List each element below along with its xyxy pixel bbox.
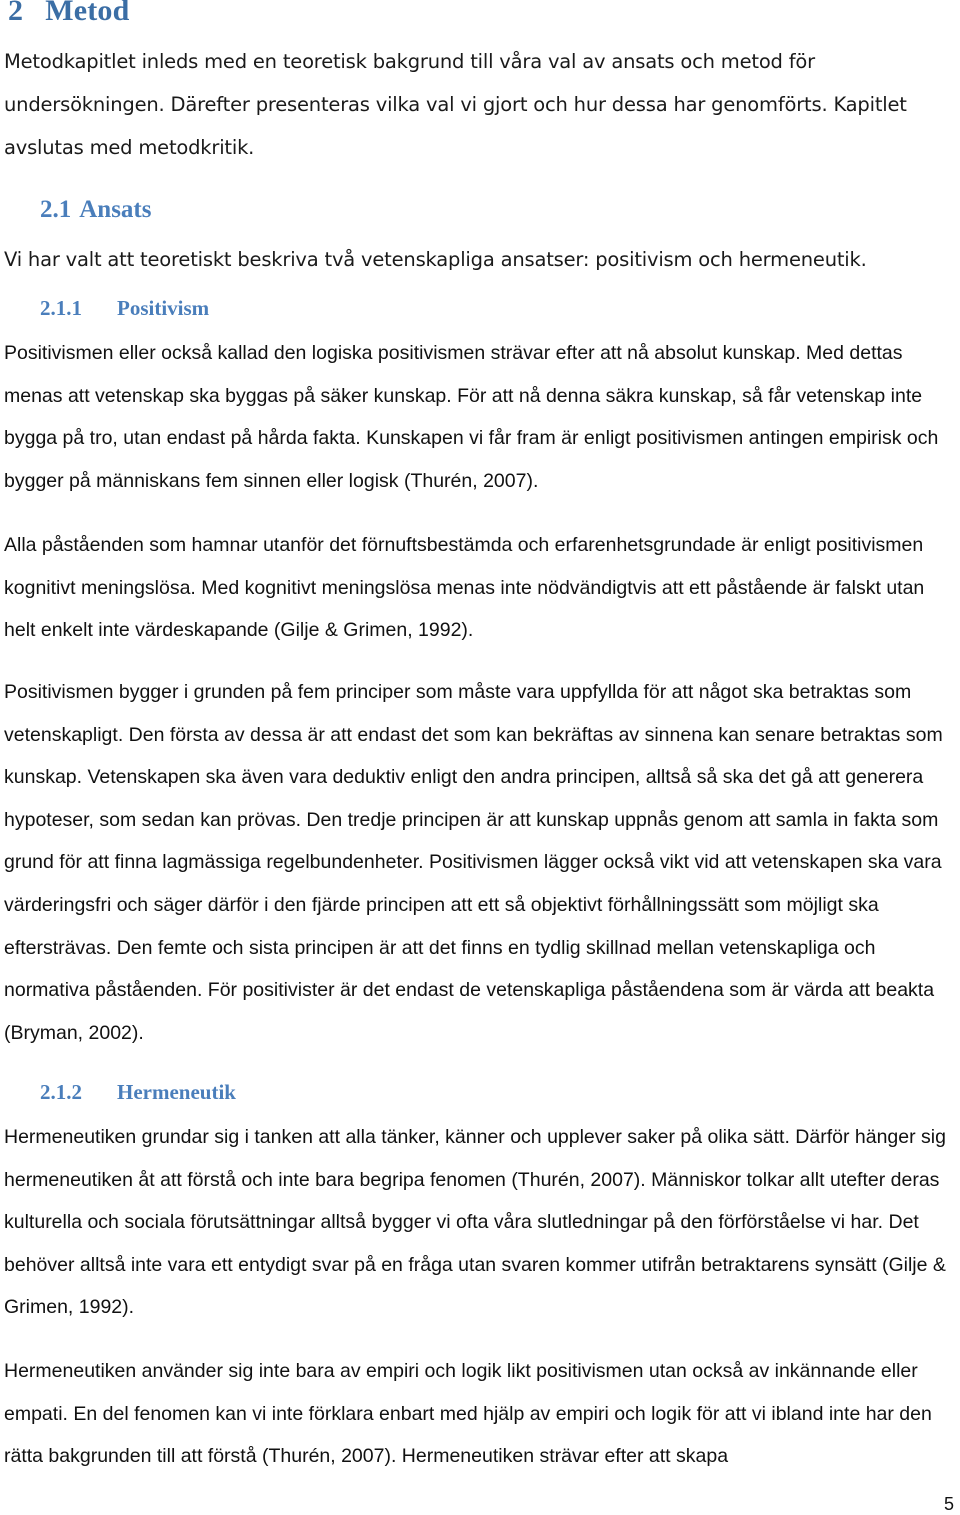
section-number: 2.1 xyxy=(40,196,72,223)
positivism-paragraph-2: Alla påståenden som hamnar utanför det förnuftsbestämda och erfarenhetsgrundade är enligt positivismen kognitivt meningslösa. Med kognitivt meningslösa menas inte nödvändigtvis att ett påstående är falskt utan helt enkelt inte värdeskapande (Gilje & Grimen, 1992). xyxy=(4,534,925,642)
subsection-title: Hermeneutik xyxy=(117,1080,236,1104)
ansats-paragraph: Vi har valt att teoretiskt beskriva två vetenskapliga ansatser: positivism och hermeneutik. xyxy=(4,248,867,271)
section-heading-ansats xyxy=(40,196,152,224)
subsection-heading-positivism xyxy=(40,296,209,321)
positivism-paragraph-3: Positivismen bygger i grunden på fem principer som måste vara uppfyllda för att något ska betraktas som vetenskapligt. Den första av dessa är att endast det som kan bekräftas av sinnena kan senare betraktas som kunskap. Vetenskapen ska även vara deduktiv enligt den andra principen, alltså så ska det gå att generera hypoteser, som sedan kan prövas. Den tredje principen är att kunskap uppnås genom att samla in fakta som grund för att finna lagmässiga regelbundenheter. Positivismen lägger också vikt vid att vetenskapen ska vara värderingsfri och säger därför i den fjärde principen att ett så objektivt förhållningssätt som möjligt ska eftersträvas. Den femte och sista principen är att det finns en tydlig skillnad mellan vetenskapliga och normativa påståenden. För positivister är det endast de vetenskapliga påståendena som är värda att beakta (Bryman, 2002). xyxy=(4,681,943,1044)
hermeneutik-paragraph-1: Hermeneutiken grundar sig i tanken att alla tänker, känner och upplever saker på olika sätt. Därför hänger sig hermeneutiken åt att förstå och inte bara begripa fenomen (Thurén, 2007). Människor tolkar allt utefter deras kulturella och sociala förutsättningar alltså bygger vi ofta våra slutledningar på den förförståelse vi har. Det behöver alltså inte vara ett entydigt svar på en fråga utan svaren kommer utifrån betraktarens synsätt (Gilje & Grimen, 1992). xyxy=(4,1126,946,1319)
intro-paragraph: Metodkapitlet inleds med en teoretisk bakgrund till våra val av ansats och metod för undersökningen. Därefter presenteras vilka val vi gjort och hur dessa har genomförts. Kapitlet avslutas med metodkritik. xyxy=(4,50,907,159)
subsection-number: 2.1.1 xyxy=(40,296,82,320)
subsection-title: Positivism xyxy=(117,296,210,320)
chapter-number: 2 xyxy=(8,0,24,27)
chapter-heading xyxy=(8,0,130,28)
subsection-heading-hermeneutik xyxy=(40,1080,236,1105)
subsection-number: 2.1.2 xyxy=(40,1080,82,1104)
section-title: Ansats xyxy=(79,196,152,223)
hermeneutik-paragraph-2: Hermeneutiken använder sig inte bara av empiri och logik likt positivismen utan också av inkännande eller empati. En del fenomen kan vi inte förklara enbart med hjälp av empiri och logik för att vi ibland inte har den rätta bakgrunden till att förstå (Thurén, 2007). Hermeneutiken strävar efter att skapa xyxy=(4,1360,932,1468)
positivism-paragraph-1: Positivismen eller också kallad den logiska positivismen strävar efter att nå absolut kunskap. Med dettas menas att vetenskap ska byggas på säker kunskap. För att nå denna säkra kunskap, så får vetenskap inte bygga på tro, utan endast på hårda fakta. Kunskapen vi får fram är enligt positivismen antingen empirisk och bygger på människans fem sinnen eller logisk (Thurén, 2007). xyxy=(4,342,939,492)
chapter-title: Metod xyxy=(45,0,130,27)
page-number: 5 xyxy=(943,1494,954,1514)
